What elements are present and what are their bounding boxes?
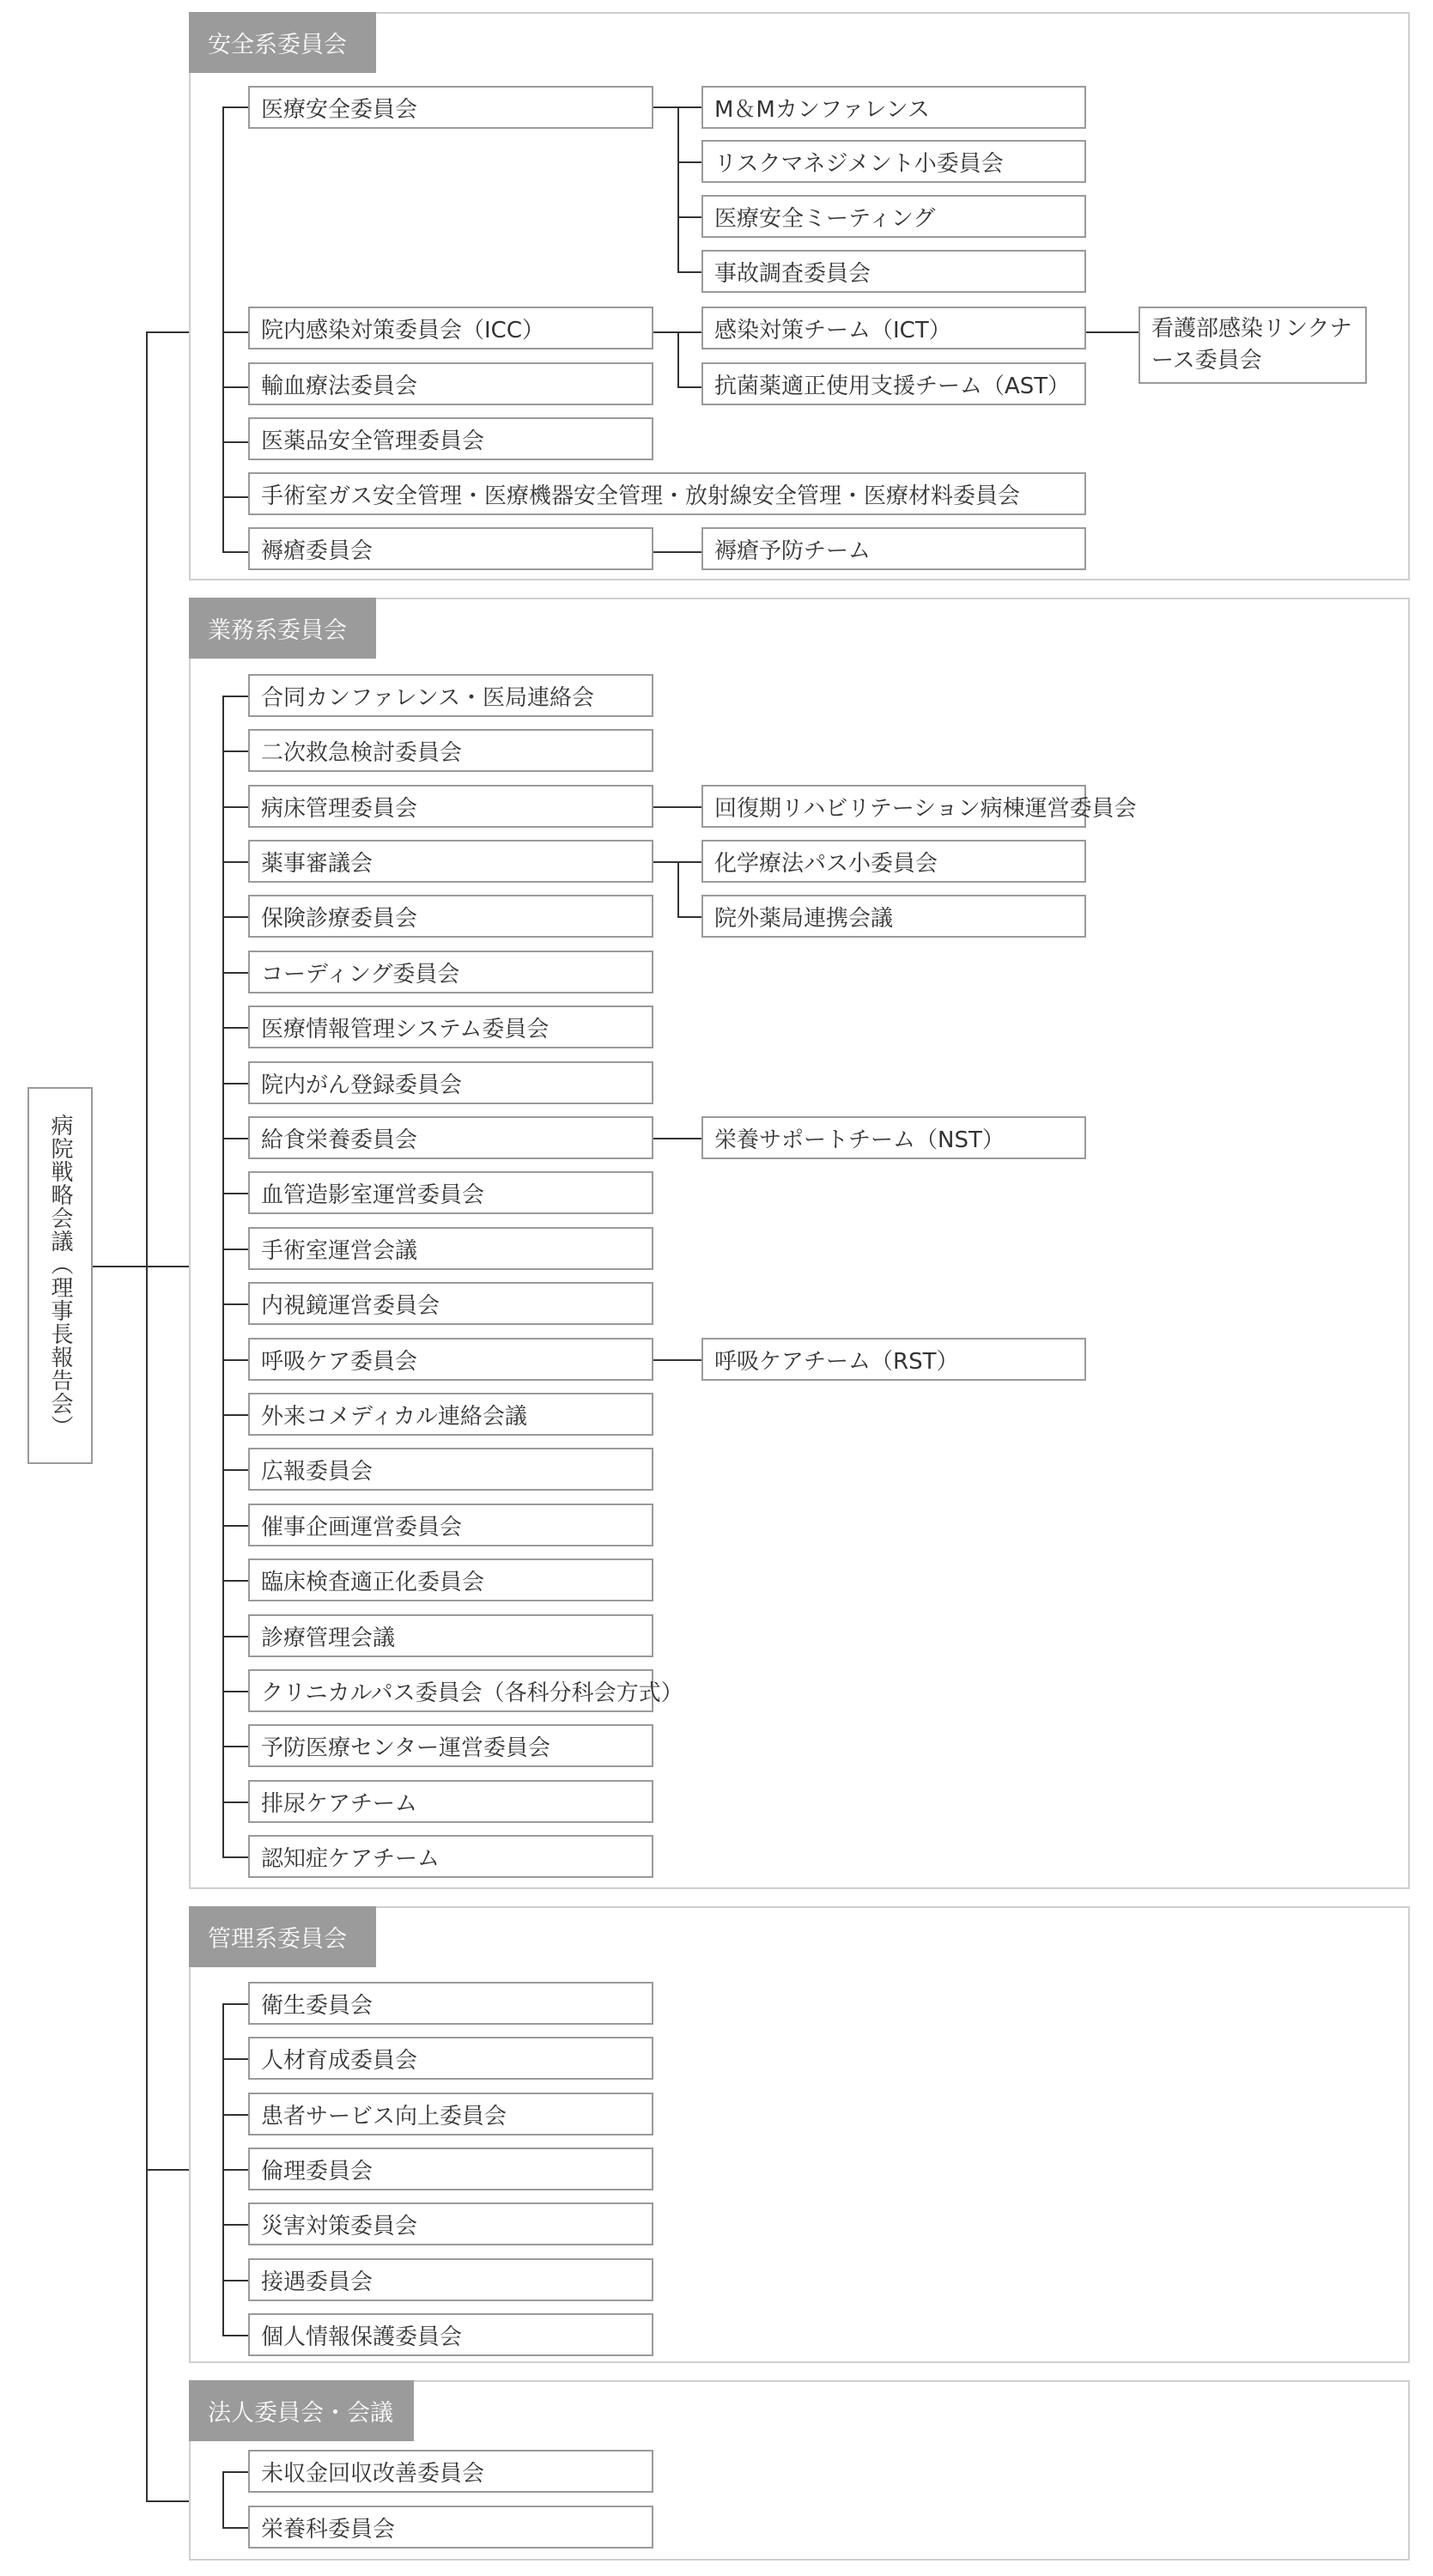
safety-tick-1 xyxy=(222,106,248,108)
box-operating-room-meeting: 手術室運営会議 xyxy=(248,1227,653,1270)
box-disaster-committee: 災害対策委員会 xyxy=(248,2202,653,2245)
box-cancer-registry-committee: 院内がん登録委員会 xyxy=(248,1061,653,1104)
box-operating-room-safety-committee: 手術室ガス安全管理・医療機器安全管理・放射線安全管理・医療材料委員会 xyxy=(248,472,1086,515)
box-joint-conference: 合同カンファレンス・医局連絡会 xyxy=(248,674,653,717)
box-medical-safety-meeting: 医療安全ミーティング xyxy=(701,195,1086,238)
box-pharmaceutical-council: 薬事審議会 xyxy=(248,840,653,883)
business-tick-7 xyxy=(222,1083,248,1084)
box-infection-control-committee: 院内感染対策委員会（ICC） xyxy=(248,307,653,349)
business-tick-12 xyxy=(222,1359,248,1361)
business-tick-10 xyxy=(222,1249,248,1250)
business-tick-14 xyxy=(222,1469,248,1471)
box-medical-management-meeting: 診療管理会議 xyxy=(248,1614,653,1657)
tick-ms-2 xyxy=(677,216,701,218)
box-rehabilitation-ward-committee: 回復期リハビリテーション病棟運営委員会 xyxy=(701,785,1086,828)
safety-tick-4 xyxy=(222,441,248,443)
mgmt-tick-1 xyxy=(222,2058,248,2060)
box-angiography-committee: 血管造影室運営委員会 xyxy=(248,1171,653,1214)
root-box-hospital-strategy-meeting: 病院戦略会議（理事長報告会） xyxy=(27,1087,93,1464)
business-tick-2 xyxy=(222,806,248,808)
box-outpatient-comedical-meeting: 外来コメディカル連絡会議 xyxy=(248,1393,653,1436)
box-nutrition-support-team: 栄養サポートチーム（NST） xyxy=(701,1116,1086,1159)
tick-pharmacy-2 xyxy=(677,916,701,918)
section-header-business: 業務系委員会 xyxy=(189,598,376,659)
business-tick-3 xyxy=(222,861,248,863)
bracket-infection xyxy=(677,331,679,386)
business-tick-1 xyxy=(222,750,248,752)
business-tick-20 xyxy=(222,1801,248,1803)
mgmt-tick-3 xyxy=(222,2169,248,2171)
connector-respiratory xyxy=(653,1359,701,1361)
business-tick-13 xyxy=(222,1414,248,1416)
box-event-planning-committee: 催事企画運営委員会 xyxy=(248,1504,653,1546)
business-tick-16 xyxy=(222,1580,248,1582)
box-hr-development-committee: 人材育成委員会 xyxy=(248,2037,653,2080)
connector-bed-management xyxy=(653,806,701,808)
safety-tick-3 xyxy=(222,386,248,388)
box-coding-committee: コーディング委員会 xyxy=(248,951,653,993)
box-nursing-link-nurse-committee: 看護部感染リンクナース委員会 xyxy=(1139,307,1367,384)
box-hospitality-committee: 接遇委員会 xyxy=(248,2258,653,2301)
tick-inf-2 xyxy=(677,386,701,388)
box-patient-service-committee: 患者サービス向上委員会 xyxy=(248,2093,653,2136)
box-chemotherapy-path-subcommittee: 化学療法パス小委員会 xyxy=(701,840,1086,883)
box-nutrition-department-committee: 栄養科委員会 xyxy=(248,2506,653,2549)
safety-tick-5 xyxy=(222,496,248,498)
box-drug-safety-committee: 医薬品安全管理委員会 xyxy=(248,417,653,460)
box-bed-management-committee: 病床管理委員会 xyxy=(248,785,653,828)
box-privacy-committee: 個人情報保護委員会 xyxy=(248,2313,653,2356)
box-dementia-care-team: 認知症ケアチーム xyxy=(248,1835,653,1878)
business-tick-4 xyxy=(222,916,248,918)
box-clinical-path-committee: クリニカルパス委員会（各科分科会方式） xyxy=(248,1669,653,1712)
mgmt-tick-2 xyxy=(222,2114,248,2116)
corporate-bracket-line xyxy=(222,2471,224,2528)
tick-ms-1 xyxy=(677,161,701,163)
safety-tick-6 xyxy=(222,551,248,553)
box-respiratory-care-committee: 呼吸ケア委員会 xyxy=(248,1338,653,1381)
box-pressure-ulcer-prevention-team: 褥瘡予防チーム xyxy=(701,527,1086,570)
section-header-safety: 安全系委員会 xyxy=(189,12,376,73)
box-health-committee: 衛生委員会 xyxy=(248,1982,653,2025)
connector-pressure-ulcer xyxy=(653,551,701,553)
mgmt-tick-4 xyxy=(222,2224,248,2226)
box-risk-management-subcommittee: リスクマネジメント小委員会 xyxy=(701,140,1086,183)
mgmt-tick-5 xyxy=(222,2280,248,2281)
box-unpaid-collection-committee: 未収金回収改善委員会 xyxy=(248,2450,653,2493)
business-tick-0 xyxy=(222,696,248,697)
business-tick-8 xyxy=(222,1138,248,1139)
business-tick-18 xyxy=(222,1691,248,1692)
bracket-pharmacy xyxy=(677,861,679,916)
business-tick-15 xyxy=(222,1525,248,1527)
root-connector xyxy=(93,1266,146,1267)
tick-ms-3 xyxy=(677,271,701,273)
box-ethics-committee: 倫理委員会 xyxy=(248,2148,653,2190)
box-accident-investigation-committee: 事故調査委員会 xyxy=(701,250,1086,293)
business-tick-21 xyxy=(222,1856,248,1858)
box-secondary-emergency-committee: 二次救急検討委員会 xyxy=(248,729,653,772)
bracket-medical-safety xyxy=(677,106,679,271)
business-bracket-line xyxy=(222,696,224,1856)
corp-tick-0 xyxy=(222,2471,248,2473)
box-respiratory-care-team: 呼吸ケアチーム（RST） xyxy=(701,1338,1086,1381)
box-preventive-medicine-committee: 予防医療センター運営委員会 xyxy=(248,1724,653,1767)
box-endoscopy-committee: 内視鏡運営委員会 xyxy=(248,1282,653,1325)
safety-tick-2 xyxy=(222,331,248,333)
box-external-pharmacy-meeting: 院外薬局連携会議 xyxy=(701,895,1086,938)
connector-nutrition xyxy=(653,1138,701,1139)
box-pressure-ulcer-committee: 褥瘡委員会 xyxy=(248,527,653,570)
box-m-and-m-conference: M＆Mカンファレンス xyxy=(701,86,1086,129)
business-tick-5 xyxy=(222,972,248,974)
connector-ict xyxy=(1086,331,1139,333)
section-header-corporate: 法人委員会・会議 xyxy=(189,2380,414,2441)
box-infection-control-team: 感染対策チーム（ICT） xyxy=(701,307,1086,349)
business-tick-6 xyxy=(222,1027,248,1029)
box-medical-safety-committee: 医療安全委員会 xyxy=(248,86,653,129)
box-urinary-care-team: 排尿ケアチーム xyxy=(248,1780,653,1823)
mgmt-tick-6 xyxy=(222,2335,248,2336)
box-insurance-medical-committee: 保険診療委員会 xyxy=(248,895,653,938)
mgmt-tick-0 xyxy=(222,2003,248,2005)
business-tick-9 xyxy=(222,1193,248,1194)
business-tick-17 xyxy=(222,1636,248,1637)
corp-tick-1 xyxy=(222,2527,248,2529)
box-antimicrobial-stewardship-team: 抗菌薬適正使用支援チーム（AST） xyxy=(701,362,1086,405)
box-food-nutrition-committee: 給食栄養委員会 xyxy=(248,1116,653,1159)
box-public-relations-committee: 広報委員会 xyxy=(248,1448,653,1491)
box-blood-transfusion-committee: 輸血療法委員会 xyxy=(248,362,653,405)
section-header-management: 管理系委員会 xyxy=(189,1906,376,1967)
box-medical-info-system-committee: 医療情報管理システム委員会 xyxy=(248,1005,653,1048)
business-tick-19 xyxy=(222,1746,248,1747)
main-trunk-line xyxy=(146,331,148,2500)
business-tick-11 xyxy=(222,1303,248,1305)
box-clinical-lab-committee: 臨床検査適正化委員会 xyxy=(248,1558,653,1601)
safety-bracket-line xyxy=(222,106,224,552)
